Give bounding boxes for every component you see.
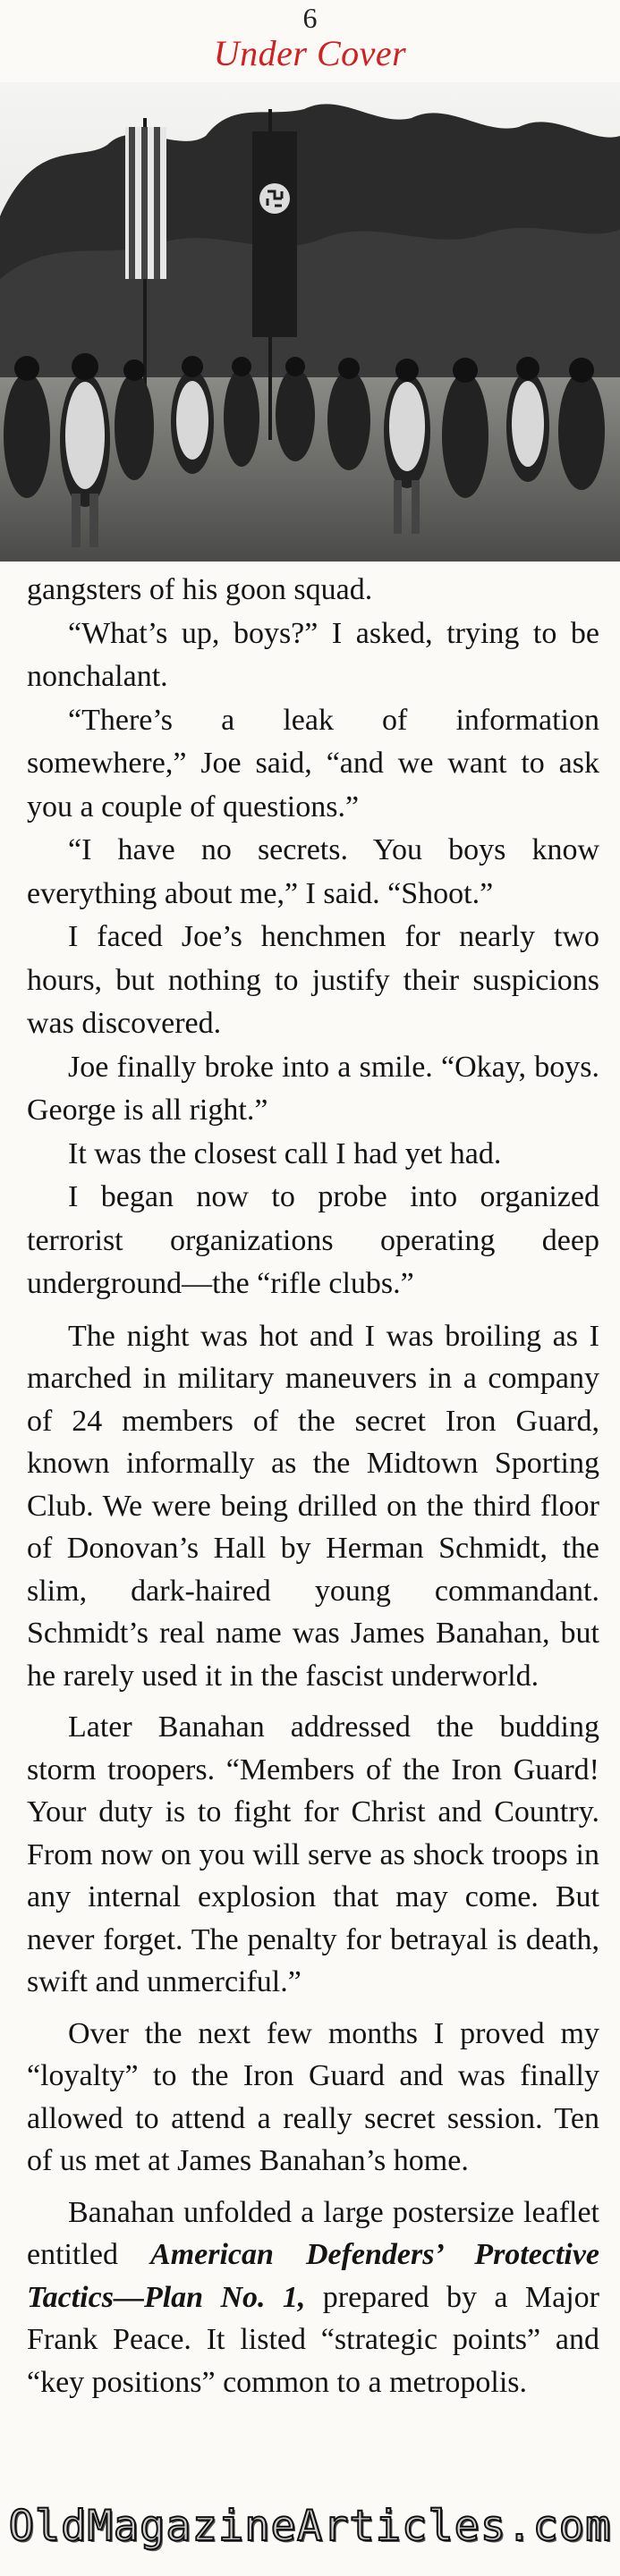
paragraph: The night was hot and I was broiling as I marched in military maneuvers in a company of 24 members of the secret Iron Guard, known informally as the Midtown Sporting Club. We were being drilled on the third floor of Donovan’s Hall by Herman Schmidt, the slim, dark-haired young commandant. Schmidt’s real name was James Banahan, but he rarely used it in the fascist underworld.: [27, 1319, 599, 1693]
paragraph: gangsters of his goon squad.: [27, 573, 373, 606]
banner-icon: [252, 131, 297, 337]
watermark-logo: OldMagazineArticles.com: [8, 2502, 612, 2551]
paragraph: It was the closest call I had yet had.: [68, 1136, 502, 1170]
paragraph: [27, 2192, 599, 2404]
page-header: [0, 0, 620, 86]
flag-icon: [125, 127, 166, 279]
page-number: 6: [302, 2, 318, 34]
paragraph: I began now to probe into organized terrorist organizations operating deep underground—the “rifle clubs.”: [27, 1180, 599, 1300]
paragraph: “I have no secrets. You boys know everything about me,” I said. “Shoot.”: [27, 833, 599, 910]
paragraph: Later Banahan addressed the budding storm troopers. “Members of the Iron Guard! Your duty is to fight for Christ and Country. From now on you will serve as shock troops in any internal explosion that may come. But never forget. The penalty for betrayal is death, swift and unmerciful.”: [27, 1710, 599, 1998]
paragraph: “What’s up, boys?” I asked, trying to be nonchalant.: [27, 616, 599, 693]
paragraph: Joe finally broke into a smile. “Okay, boys. George is all right.”: [27, 1050, 599, 1127]
rally-photo-illustration: [0, 82, 620, 562]
rally-photo: [0, 82, 620, 562]
paragraph-text: prepared by a Major Frank Peace. It listed “strategic points” and “key positions” common to a metropolis.: [27, 2280, 599, 2399]
paragraph: Over the next few months I proved my “loyalty” to the Iron Guard and was finally allowed to attend a really secret session. Ten of us met at James Banahan’s home.: [27, 2016, 599, 2177]
page-title: Under Cover: [213, 33, 407, 73]
paragraph-text: Banahan unfolded a large postersize leaflet entitled: [27, 2195, 599, 2271]
paragraph: I faced Joe’s henchmen for nearly two hours, but nothing to justify their suspicions was discovered.: [27, 920, 599, 1040]
leaflet-title: American Defenders’ Protective Tactics—Plan No. 1,: [27, 2238, 600, 2314]
article-body: [27, 569, 599, 2403]
paragraph: “There’s a leak of information somewhere,” Joe said, “and we want to ask you a couple of questions.”: [27, 703, 599, 823]
